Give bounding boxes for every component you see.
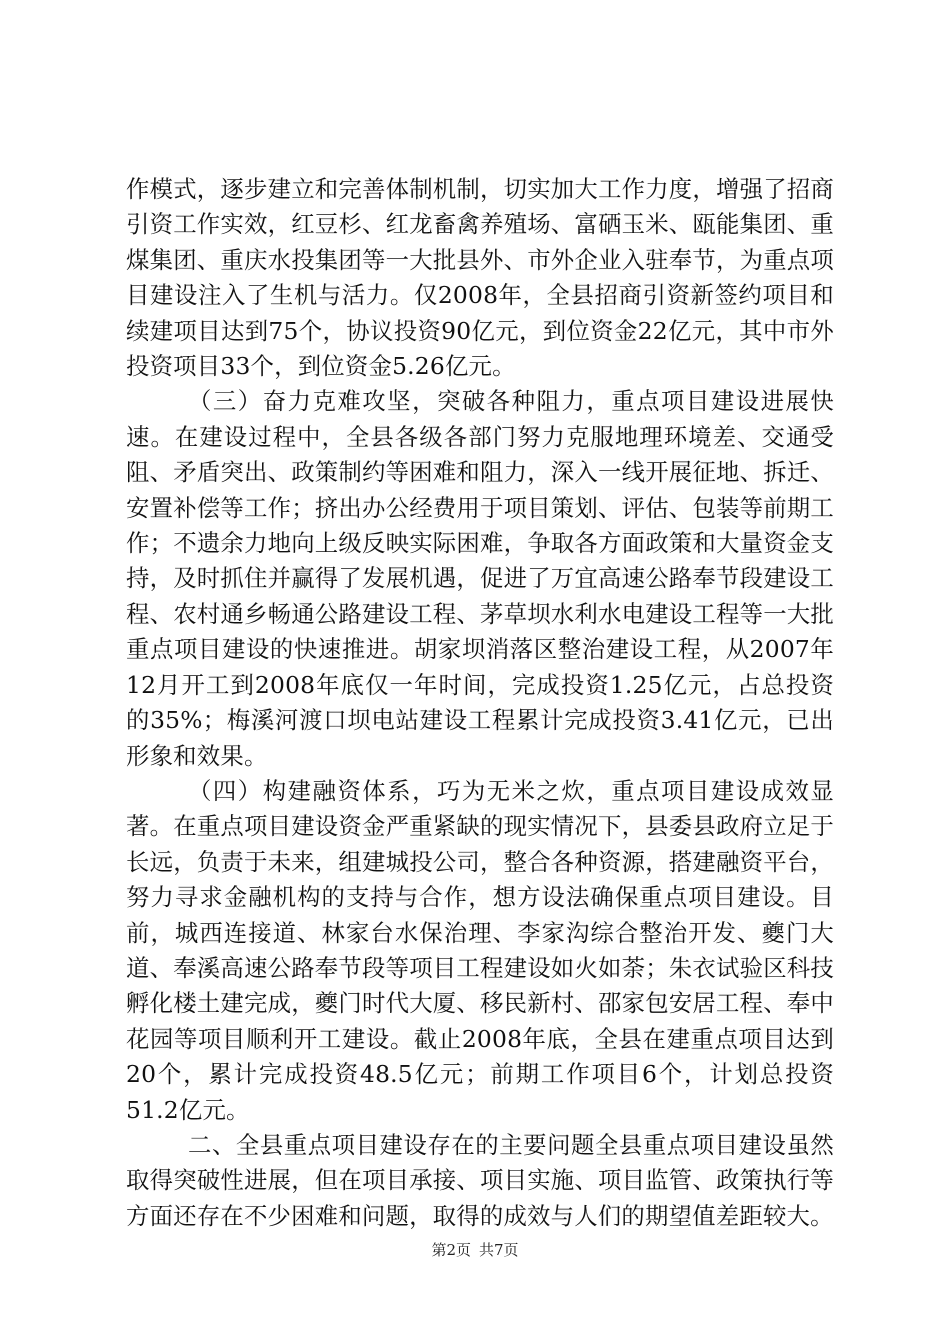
page-number-total: 共7页 <box>479 1241 519 1259</box>
paragraph-4: 二、全县重点项目建设存在的主要问题全县重点项目建设虽然取得突破性进展，但在项目承接、项目实施、项目监管、政策执行等方面还存在不少困难和问题，取得的成效与人们的期望值差距较大。 <box>126 1130 834 1230</box>
document-body <box>126 172 834 1234</box>
paragraph-3: （四）构建融资体系，巧为无米之炊，重点项目建设成效显著。在重点项目建设资金严重紧缺的现实情况下，县委县政府立足于长远，负责于未来，组建城投公司，整合各种资源，搭建融资平台，努力寻求金融机构的支持与合作，想方设法确保重点项目建设。目前，城西连接道、林家台水保治理、李家沟综合整治开发、夔门大道、奉溪高速公路奉节段等项目工程建设如火如荼；朱衣试验区科技孵化楼土建完成，夔门时代大厦、移民新村、邵家包安居工程、奉中花园等项目顺利开工建设。截止2008年底，全县在建重点项目达到20个，累计完成投资48.5亿元；前期工作项目6个，计划总投资51.2亿元。 <box>126 776 834 1124</box>
paragraph-2: （三）奋力克难攻坚，突破各种阻力，重点项目建设进展快速。在建设过程中，全县各级各部门努力克服地理环境差、交通受阻、矛盾突出、政策制约等困难和阻力，深入一线开展征地、拆迁、安置补偿等工作；挤出办公经费用于项目策划、评估、包装等前期工作；不遗余力地向上级反映实际困难，争取各方面政策和大量资金支持，及时抓住并赢得了发展机遇，促进了万宜高速公路奉节段建设工程、农村通乡畅通公路建设工程、茅草坝水利水电建设工程等一大批重点项目建设的快速推进。胡家坝消落区整治建设工程，从2007年12月开工到2008年底仅一年时间，完成投资1.25亿元，占总投资的35%；梅溪河渡口坝电站建设工程累计完成投资3.41亿元，已出形象和效果。 <box>126 387 834 770</box>
page-footer <box>0 1240 950 1260</box>
paragraph-1: 作模式，逐步建立和完善体制机制，切实加大工作力度，增强了招商引资工作实效，红豆杉、红龙畜禽养殖场、富硒玉米、瓯能集团、重煤集团、重庆水投集团等一大批县外、市外企业入驻奉节，为重点项目建设注入了生机与活力。仅2008年，全县招商引资新签约项目和续建项目达到75个，协议投资90亿元，到位资金22亿元，其中市外投资项目33个，到位资金5.26亿元。 <box>126 175 834 381</box>
page-number-current: 第2页 <box>431 1241 471 1259</box>
